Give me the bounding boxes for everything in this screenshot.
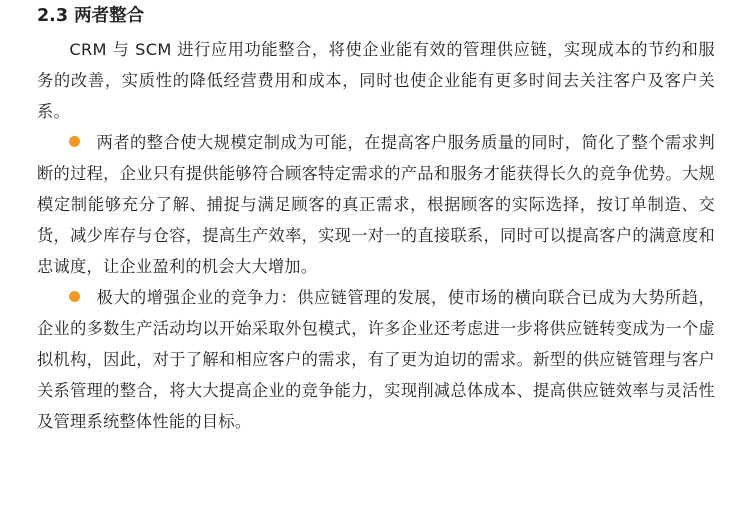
section-title: 两者整合: [74, 6, 145, 26]
section-number: 2.3: [37, 6, 69, 26]
bullet-paragraph-competitiveness: [37, 282, 715, 437]
orange-dot-icon: [69, 136, 80, 147]
bullet-paragraph-customization: [37, 127, 715, 282]
section-heading: [37, 2, 715, 30]
intro-paragraph: [37, 34, 715, 127]
paragraph-text: 两者的整合使大规模定制成为可能，在提高客户服务质量的同时，简化了整个需求判断的过程，企业只有提供能够符合顾客特定需求的产品和服务才能获得长久的竞争优势。大规模定制能够充分了解、捕捉与满足顾客的真正需求，根据顾客的实际选择，按订单制造、交货，减少库存与仓容，提高生产效率，实现一对一的直接联系，同时可以提高客户的满意度和忠诚度，让企业盈利的机会大大增加。: [37, 133, 715, 276]
paragraph-text: CRM 与 SCM 进行应用功能整合，将使企业能有效的管理供应链，实现成本的节约和服务的改善，实质性的降低经营费用和成本，同时也使企业能有更多时间去关注客户及客户关系。: [37, 40, 715, 121]
orange-dot-icon: [69, 291, 80, 302]
paragraph-text: 极大的增强企业的竞争力：供应链管理的发展，使市场的横向联合已成为大势所趋，企业的多数生产活动均以开始采取外包模式，许多企业还考虑进一步将供应链转变成为一个虚拟机构，因此，对于了解和相应客户的需求，有了更为迫切的需求。新型的供应链管理与客户关系管理的整合，将大大提高企业的竞争能力，实现削减总体成本、提高供应链效率与灵活性及管理系统整体性能的目标。: [37, 288, 715, 431]
